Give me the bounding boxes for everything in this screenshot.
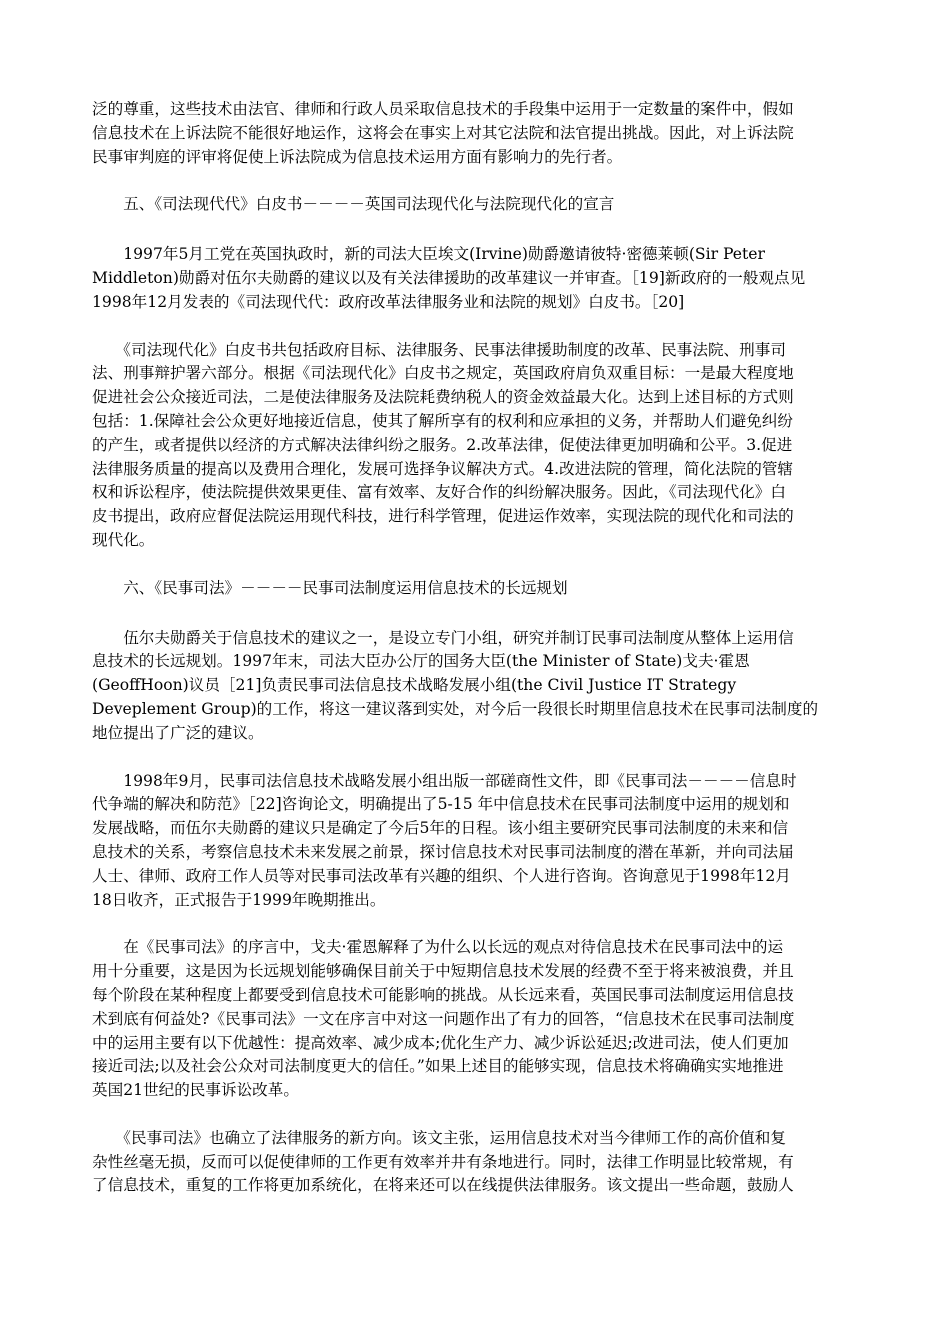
document-page (92, 98, 858, 1220)
paragraph-preface: 在《民事司法》的序言中，戈夫·霍恩解释了为什么以长远的观点对待信息技术在民事司法中的运 用十分重要，这是因为长远规划能够确保目前关于中短期信息技术发展的经费不至于将来被浪费，并且 每个阶段在某种程度上都要受到信息技术可能影响的挑战。从长远来看，英国民事司法制度运用信息技 术到底有何益处?《民事司法》一文在序言中对这一问题作出了有力的回答，“信息技术在民事司法制度 中的运用主要有以下优越性：提高效率、减少成本;优化生产力、减少诉讼延迟;改进司法，使人们更加 接近司法;以及社会公众对司法制度更大的信任。”如果上述目的能够实现，信息技术将确确实实地推进 英国21世纪的民事诉讼改革。 (92, 938, 795, 1100)
paragraph-continuation: 泛的尊重，这些技术由法官、律师和行政人员采取信息技术的手段集中运用于一定数量的案件中，假如 信息技术在上诉法院不能很好地运作，这将会在事实上对其它法院和法官提出挑战。因此，对上诉法院 民事审判庭的评审将促使上诉法院成为信息技术运用方面有影响力的先行者。 (92, 100, 794, 166)
section-heading-five: 五、《司法现代代》白皮书－－－－英国司法现代化与法院现代化的宣言 (92, 195, 615, 214)
paragraph-white-paper: 《司法现代化》白皮书共包括政府目标、法律服务、民事法律援助制度的改革、民事法院、刑事司 法、刑事辩护署六部分。根据《司法现代化》白皮书之规定，英国政府肩负双重目标：一是最大程度地 促进社会公众接近司法，二是使法律服务及法院耗费纳税人的资金效益最大化。达到上述目标的方式则 包括：1.保障社会公众更好地接近信息，使其了解所享有的权利和应承担的义务，并帮助人们避免纠纷 的产生，或者提供以经济的方式解决法律纠纷之服务。2.改革法律，促使法律更加明确和公平。3.促进 法律服务质量的提高以及费用合理化，发展可选择争议解决方式。4.改进法院的管理，简化法院的管辖 权和诉讼程序，使法院提供效果更佳、富有效率、友好合作的纠纷解决服务。因此，《司法现代化》白 皮书提出，政府应督促法院运用现代科技，进行科学管理，促进运作效率，实现法院的现代化和司法的 现代化。 (92, 340, 794, 549)
section-heading-six: 六、《民事司法》－－－－民事司法制度运用信息技术的长远规划 (92, 578, 568, 597)
paragraph-it-proposal: 伍尔夫勋爵关于信息技术的建议之一，是设立专门小组，研究并制订民事司法制度从整体上运用信 息技术的长远规划。1997年末，司法大臣办公厅的国务大臣(the Minister of State)戈夫·霍恩 (GeoffHoon)议员［21]负责民事司法信息技术战略发展小组(the Civil Justice IT Strategy Deveplement Group)的工作，将这一建议落到实处，对今后一段很长时期里信息技术在民事司法制度的 地位提出了广泛的建议。 (92, 628, 819, 742)
paragraph-consultation: 1998年9月，民事司法信息技术战略发展小组出版一部磋商性文件，即《民事司法－－－－信息时 代争端的解决和防范》［22]咨询论文，明确提出了5-15 年中信息技术在民事司法制度中运用的规划和 发展战略，而伍尔夫勋爵的建议只是确定了今后5年的日程。该小组主要研究民事司法制度的未来和信 息技术的关系，考察信息技术未来发展之前景，探讨信息技术对民事司法制度的潜在革新，并向司法届 人士、律师、政府工作人员等对民事司法改革有兴趣的组织、个人进行咨询。咨询意见于1998年12月 18日收齐，正式报告于1999年晚期推出。 (92, 771, 797, 909)
paragraph-labour-government: 1997年5月工党在英国执政时，新的司法大臣埃文(Irvine)勋爵邀请彼特·密德莱顿(Sir Peter Middleton)勋爵对伍尔夫勋爵的建议以及有关法律援助的改革建议一并审查。［19]新政府的一般观点见 1998年12月发表的《司法现代代：政府改革法律服务业和法院的规划》白皮书。［20] (92, 245, 806, 311)
paragraph-legal-services: 《民事司法》也确立了法律服务的新方向。该文主张，运用信息技术对当今律师工作的高价值和复 杂性丝毫无损，反而可以促使律师的工作更有效率并井有条地进行。同时，法律工作明显比较常规，有 了信息技术，重复的工作将更加系统化，在将来还可以在线提供法律服务。该文提出一些命题，鼓励人 (92, 1128, 794, 1195)
